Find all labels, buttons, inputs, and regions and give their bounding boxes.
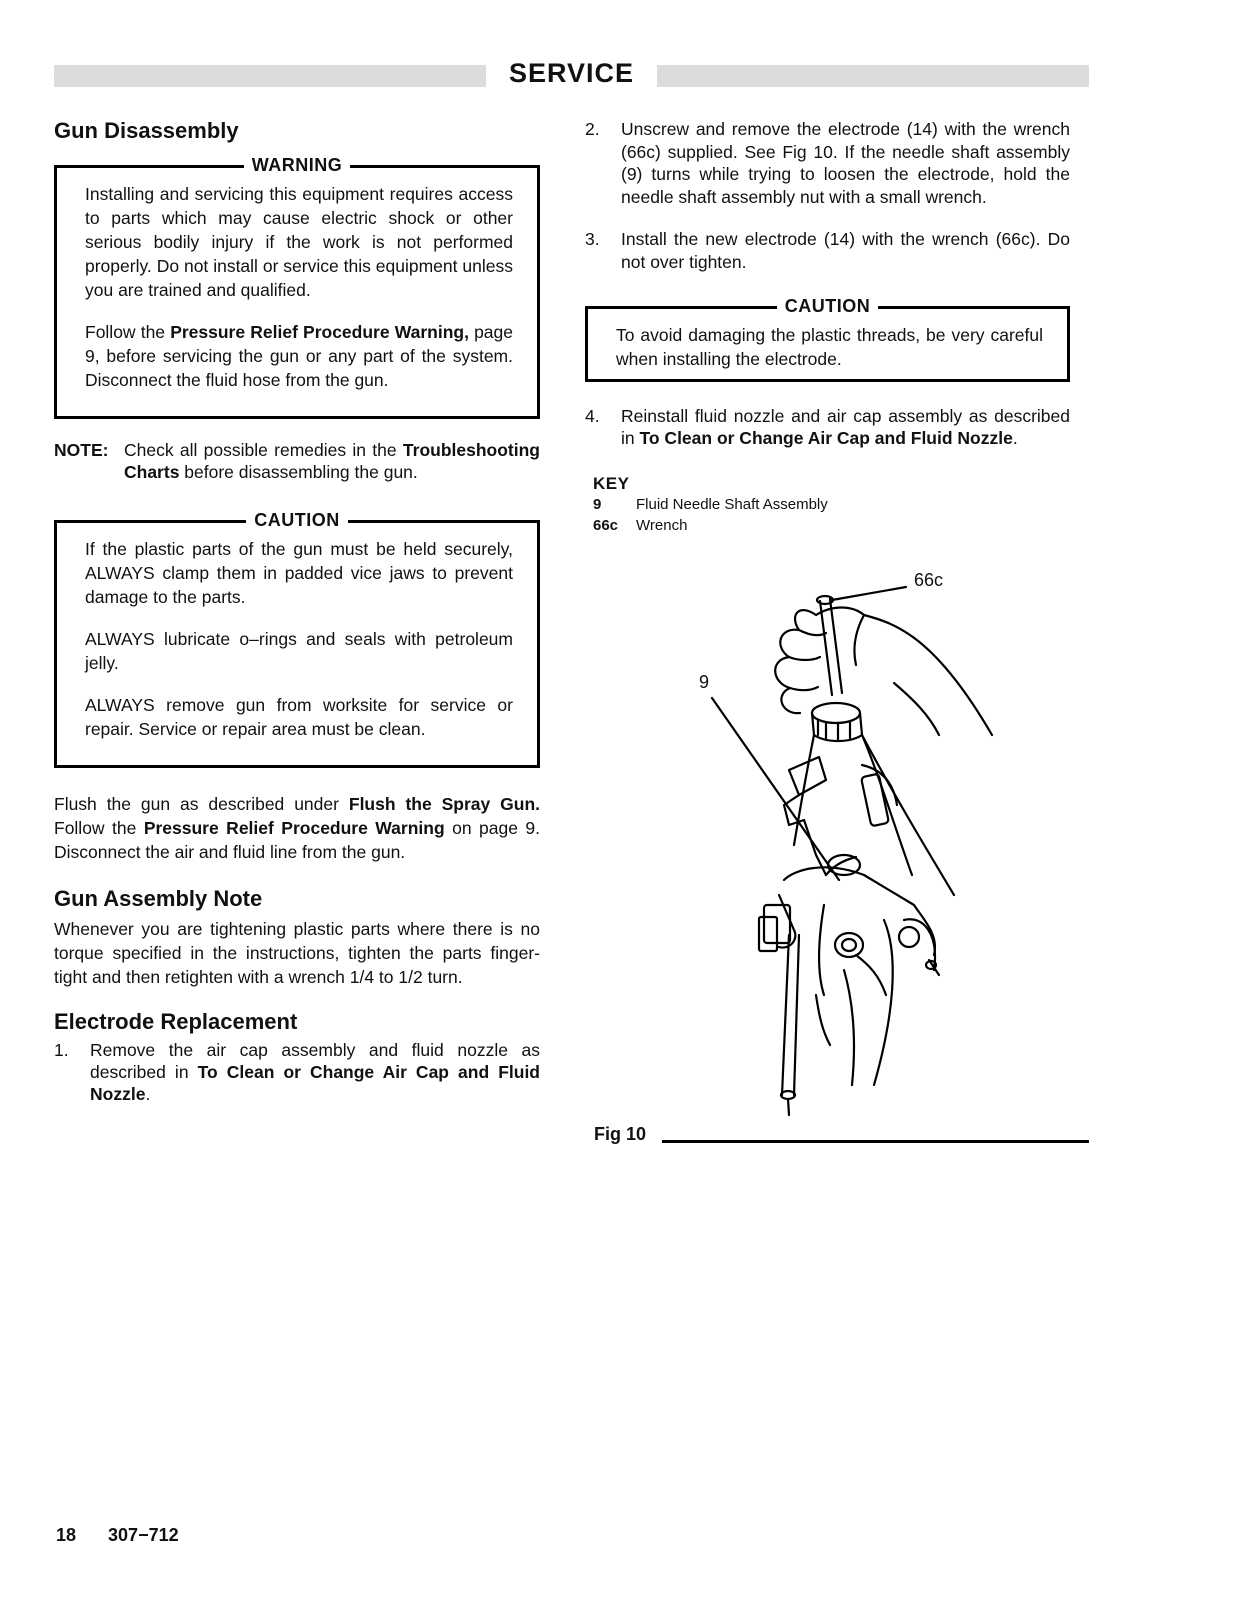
- caution-label-left: CAUTION: [246, 510, 348, 530]
- flush-paragraph: Flush the gun as described under Flush the Spray Gun. Follow the Pressure Relief Procedure Warning on page 9. Disconnect the air and fluid line from the gun.: [54, 794, 541, 863]
- caution-paragraph-3: ALWAYS remove gun from worksite for service or repair. Service or repair area must be clean.: [85, 695, 513, 740]
- warning-paragraph-2: Follow the Pressure Relief Procedure Warning, page 9, before servicing the gun or any part of the system. Disconnect the fluid hose from the gun.: [85, 322, 514, 391]
- note-label: NOTE:: [54, 440, 109, 461]
- electrode-replacement-heading: Electrode Replacement: [54, 1008, 298, 1034]
- key-heading: KEY: [593, 474, 630, 493]
- document-number: 307−712: [108, 1525, 179, 1545]
- callout-9: 9: [699, 672, 710, 692]
- figure-key: [593, 473, 1070, 536]
- figure-10: [594, 570, 1089, 1155]
- caution-text-right: To avoid damaging the plastic threads, be very careful when installing the electrode.: [616, 325, 1043, 369]
- step-3: 3. Install the new electrode (14) with the wrench (66c). Do not over tighten.: [585, 229, 1070, 272]
- caution-box-right: [585, 296, 1070, 382]
- figure-caption: Fig 10: [594, 1124, 647, 1144]
- callout-66c: 66c: [914, 570, 944, 590]
- page-header: [54, 58, 1089, 88]
- gun-assembly-note-heading: Gun Assembly Note: [54, 886, 263, 912]
- caution-paragraph-1: If the plastic parts of the gun must be held securely, ALWAYS clamp them in padded vice jaws to prevent damage to the parts.: [85, 539, 513, 608]
- step-1: 1. Remove the air cap assembly and fluid nozzle as described in To Clean or Change Air Cap and Fluid Nozzle.: [54, 1040, 540, 1105]
- step-2: 2. Unscrew and remove the electrode (14) with the wrench (66c) supplied. See Fig 10. If the needle shaft assembly (9) turns while trying to loosen the electrode, hold the needle shaft assembly nut with a small wrench.: [585, 119, 1070, 207]
- key-item: 9 Fluid Needle Shaft Assembly: [593, 496, 828, 513]
- note-text: Check all possible remedies in the Troubleshooting Charts before disassembling the gun.: [124, 440, 540, 483]
- assembly-note-text: Whenever you are tightening plastic parts where there is no torque specified in the instructions, tighten the parts finger-tight and then retighten with a wrench 1/4 to 1/2 turn.: [54, 918, 540, 987]
- page-footer: [56, 1525, 211, 1546]
- gun-disassembly-heading: Gun Disassembly: [54, 118, 239, 143]
- caution-box-left: [54, 510, 540, 768]
- warning-label: WARNING: [244, 155, 351, 175]
- warning-box: [54, 155, 540, 419]
- caption-rule: [662, 1140, 1089, 1143]
- spray-gun-illustration: [594, 575, 1089, 1120]
- step-4: 4. Reinstall fluid nozzle and air cap assembly as described in To Clean or Change Air Cap and Fluid Nozzle.: [585, 406, 1070, 448]
- caution-label-right: CAUTION: [777, 296, 879, 316]
- key-item: 66c Wrench: [593, 517, 688, 534]
- page-number: 18: [56, 1525, 77, 1545]
- left-column: [54, 118, 540, 1105]
- note-paragraph: [54, 439, 540, 483]
- page-title: SERVICE: [508, 58, 635, 88]
- warning-paragraph-1: Installing and servicing this equipment requires access to parts which may cause electric shock or other serious bodily injury if the work is not performed properly. Do not install or service this equipment unless you are trained and qualified.: [85, 184, 513, 301]
- caution-paragraph-2: ALWAYS lubricate o–rings and seals with petroleum jelly.: [85, 629, 513, 674]
- right-column: [585, 118, 1070, 536]
